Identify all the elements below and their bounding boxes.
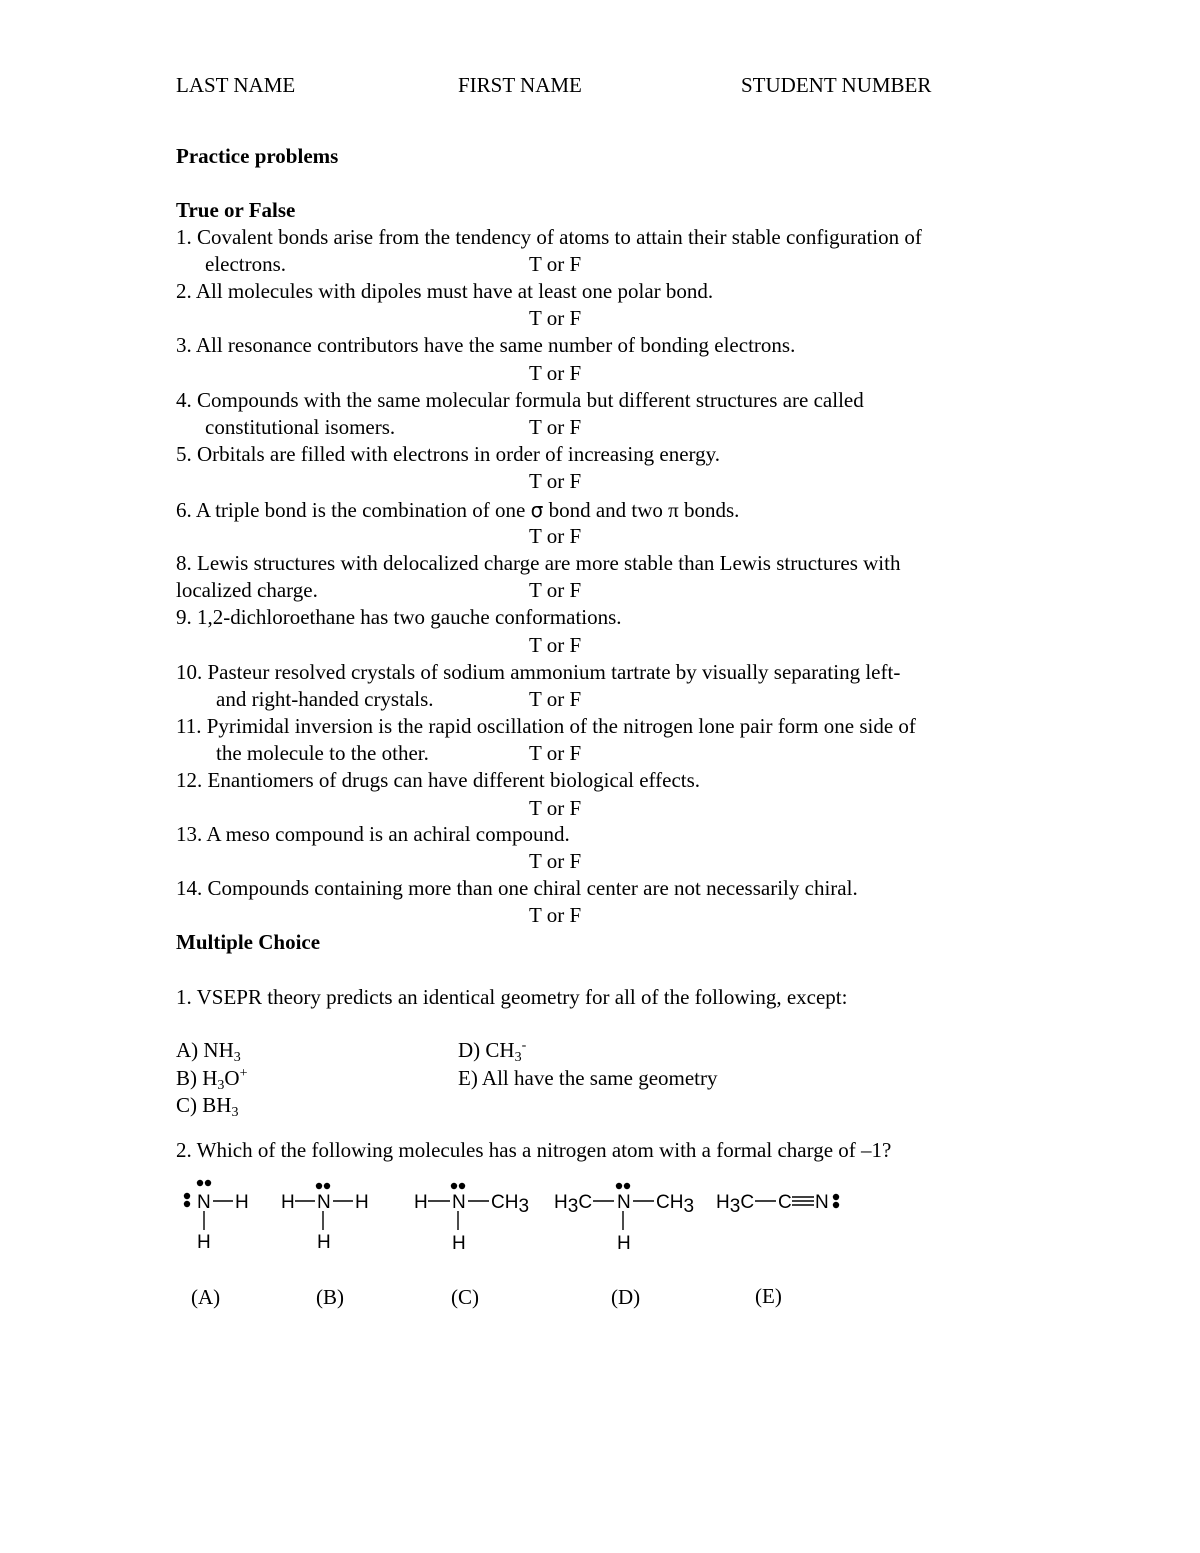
atom-h: H [617, 1233, 631, 1254]
lone-pair-dot [459, 1183, 465, 1189]
tf-q8-answer: T or F [529, 578, 582, 602]
tf-q4-line2: constitutional isomers. [205, 415, 396, 439]
option-b-mid: O [224, 1066, 240, 1090]
option-a-text: A) NH [176, 1038, 234, 1062]
lone-pair-dot [205, 1180, 211, 1186]
structure-label-b: (B) [316, 1285, 344, 1309]
tf-q1-answer: T or F [529, 252, 582, 276]
tf-q5: 5. Orbitals are filled with electrons in order of increasing energy. [176, 442, 721, 466]
tf-q3-answer: T or F [529, 361, 582, 385]
structure-d [554, 1183, 694, 1254]
atom-h: H [414, 1192, 428, 1213]
structure-label-d: (D) [611, 1285, 641, 1309]
structure-label-c: (C) [451, 1285, 479, 1309]
tf-q8-line1: 8. Lewis structures with delocalized charge are more stable than Lewis structures with [176, 551, 901, 575]
page-title: Practice problems [176, 144, 339, 168]
tf-q2-answer: T or F [529, 306, 582, 330]
atom-h: H [355, 1192, 369, 1213]
mc-q2: 2. Which of the following molecules has a nitrogen atom with a formal charge of –1? [176, 1138, 892, 1162]
tf-q13-answer: T or F [529, 849, 582, 873]
structure-b [281, 1183, 369, 1253]
last-name-label: LAST NAME [176, 73, 296, 97]
lone-pair-dot [833, 1202, 839, 1208]
structure-e [716, 1192, 839, 1217]
option-d-sup: - [521, 1038, 527, 1053]
option-a-sub: 3 [233, 1050, 241, 1065]
atom-n: N [317, 1192, 331, 1213]
tf-q8-line2: localized charge. [176, 578, 318, 602]
tf-heading: True or False [176, 198, 296, 222]
tf-q1-line1: 1. Covalent bonds arise from the tendency of atoms to attain their stable configuration of [176, 225, 922, 249]
pi-symbol: π [668, 498, 679, 522]
tf-q11-answer: T or F [529, 741, 582, 765]
tf-q1-line2: electrons. [205, 252, 287, 276]
tf-q10-line1: 10. Pasteur resolved crystals of sodium ammonium tartrate by visually separating left- [176, 660, 901, 684]
option-b-sup: + [239, 1066, 248, 1081]
lone-pair-dot [197, 1180, 203, 1186]
tf-q9: 9. 1,2-dichloroethane has two gauche conformations. [176, 605, 622, 629]
mc-q1-option-e: E) All have the same geometry [458, 1066, 718, 1090]
first-name-label: FIRST NAME [458, 73, 582, 97]
tf-q9-answer: T or F [529, 633, 582, 657]
atom-h: H [235, 1192, 249, 1213]
lone-pair-dot [451, 1183, 457, 1189]
structure-label-e: (E) [755, 1284, 782, 1308]
tf-q11-line2: the molecule to the other. [216, 741, 429, 765]
atom-n: N [452, 1192, 466, 1213]
sigma-symbol: σ [530, 498, 544, 522]
tf-q6-pre: 6. A triple bond is the combination of one [176, 498, 526, 522]
tf-q10-answer: T or F [529, 687, 582, 711]
lone-pair-dot [184, 1201, 190, 1207]
lone-pair-dot [316, 1183, 322, 1189]
atom-c: C [778, 1192, 792, 1213]
lone-pair-dot [616, 1183, 622, 1189]
lone-pair-dot [184, 1193, 190, 1199]
tf-q4-line1: 4. Compounds with the same molecular formula but different structures are called [176, 388, 864, 412]
atom-h: H [452, 1233, 466, 1254]
tf-q5-answer: T or F [529, 469, 582, 493]
option-d-sub: 3 [514, 1050, 522, 1065]
tf-q12: 12. Enantiomers of drugs can have different biological effects. [176, 768, 701, 792]
group-ch3: CH3 [491, 1192, 530, 1217]
tf-q6-mid: bond and two [548, 498, 663, 522]
tf-q3: 3. All resonance contributors have the same number of bonding electrons. [176, 333, 796, 357]
lone-pair-dot [624, 1183, 630, 1189]
option-c-text: C) BH [176, 1093, 232, 1117]
group-h3c: H3C [554, 1192, 593, 1217]
structure-a [184, 1180, 249, 1253]
option-b-sub: 3 [217, 1078, 225, 1093]
group-h3c: H3C [716, 1192, 755, 1217]
atom-h: H [197, 1232, 211, 1253]
structure-label-a: (A) [191, 1285, 221, 1309]
tf-q13: 13. A meso compound is an achiral compound. [176, 822, 570, 846]
atom-h: H [317, 1232, 331, 1253]
tf-q12-answer: T or F [529, 796, 582, 820]
student-number-label: STUDENT NUMBER [741, 73, 932, 97]
atom-n: N [815, 1192, 829, 1213]
atom-n: N [617, 1192, 631, 1213]
mc-heading: Multiple Choice [176, 930, 321, 954]
lone-pair-dot [833, 1194, 839, 1200]
tf-q14: 14. Compounds containing more than one chiral center are not necessarily chiral. [176, 876, 858, 900]
tf-q14-answer: T or F [529, 903, 582, 927]
tf-q6-answer: T or F [529, 524, 582, 548]
tf-q10-line2: and right-handed crystals. [216, 687, 434, 711]
option-b-text: B) H [176, 1066, 218, 1090]
group-ch3: CH3 [656, 1192, 695, 1217]
tf-q2: 2. All molecules with dipoles must have at least one polar bond. [176, 279, 714, 303]
tf-q6-post: bonds. [684, 498, 740, 522]
atom-n: N [197, 1192, 211, 1213]
tf-q11-line1: 11. Pyrimidal inversion is the rapid oscillation of the nitrogen lone pair form one side of [176, 714, 916, 738]
mc-q1: 1. VSEPR theory predicts an identical geometry for all of the following, except: [176, 985, 848, 1009]
tf-q4-answer: T or F [529, 415, 582, 439]
option-d-text: D) CH [458, 1038, 515, 1062]
structure-c [414, 1183, 529, 1254]
lone-pair-dot [324, 1183, 330, 1189]
atom-h: H [281, 1192, 295, 1213]
option-c-sub: 3 [231, 1105, 239, 1120]
